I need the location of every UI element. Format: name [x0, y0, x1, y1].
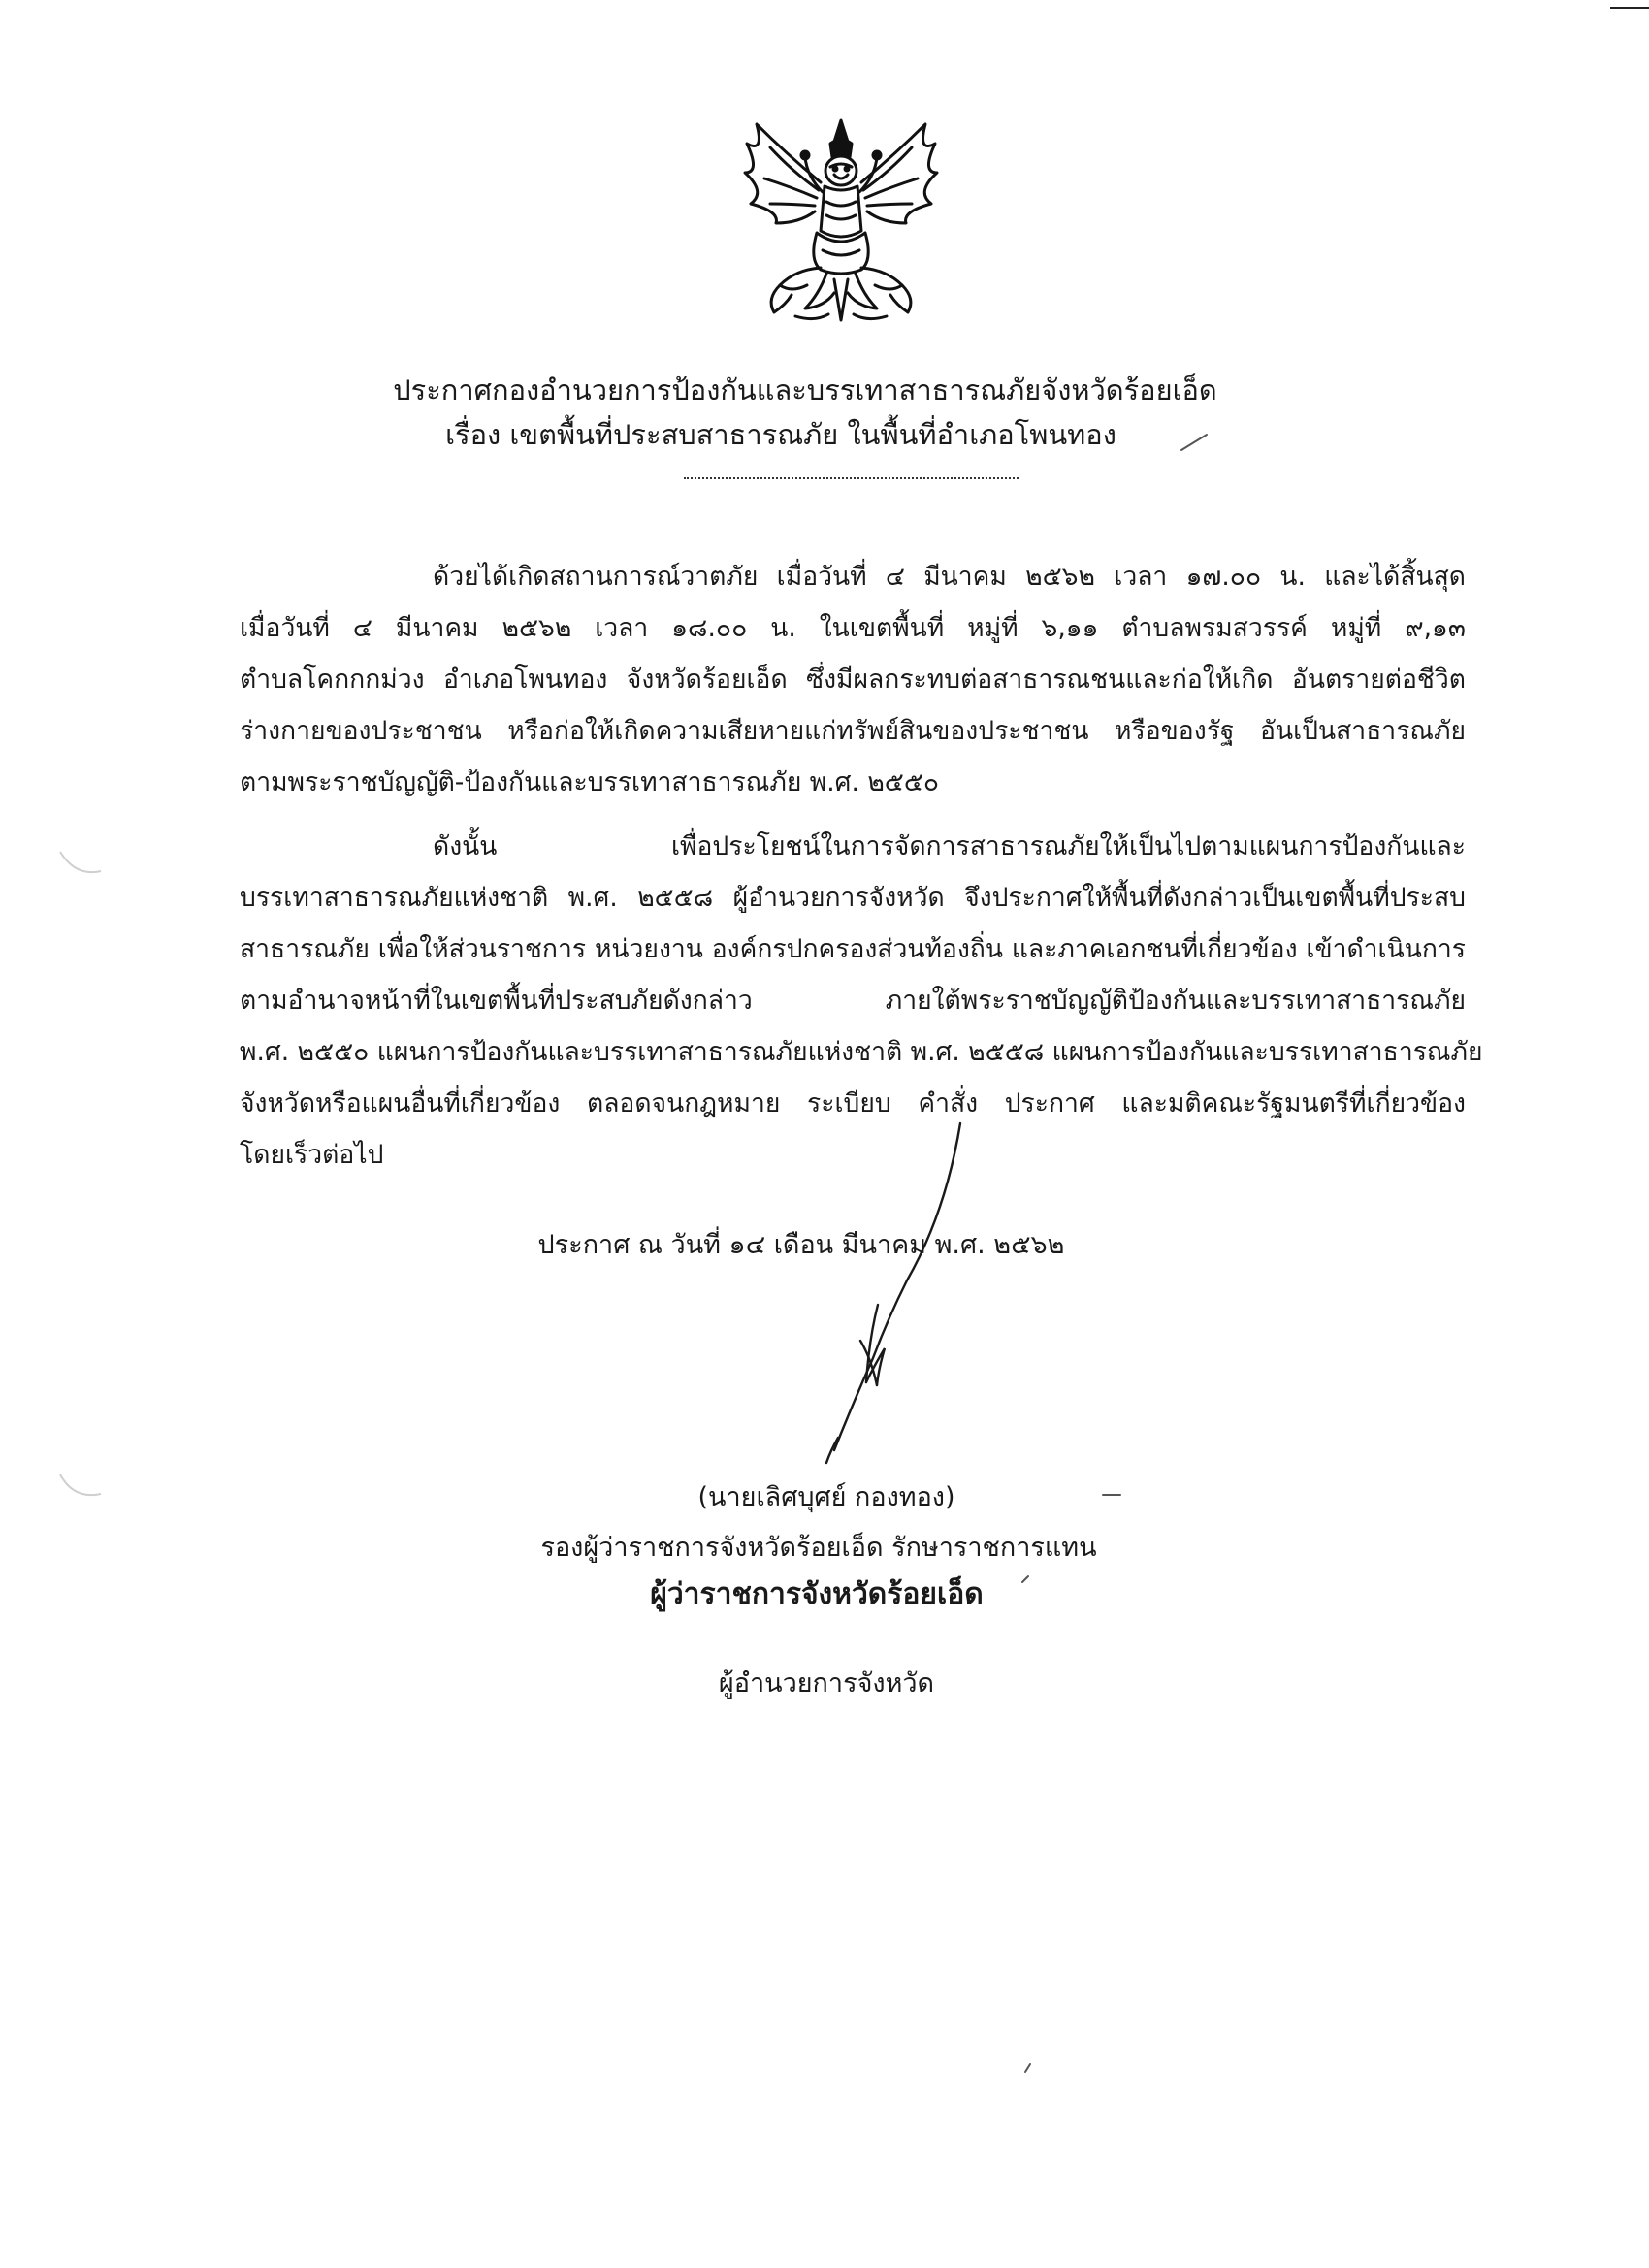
body-line: โดยเร็วต่อไป — [240, 1140, 384, 1170]
signatory-title: ผู้ว่าราชการจังหวัดร้อยเอ็ด — [650, 1577, 984, 1611]
signatory-role: ผู้อำนวยการจังหวัด — [718, 1669, 935, 1699]
body-line: บรรเทาสาธารณภัยแห่งชาติ พ.ศ. ๒๕๕๘ ผู้อำนวยการจังหวัด จึงประกาศให้พื้นที่ดังกล่าวเป็นเขตพื้นที่ประสบ — [240, 883, 1466, 913]
body-line: ตามอำนาจหน้าที่ในเขตพื้นที่ประสบภัยดังกล่าว ภายใต้พระราชบัญญัติป้องกันและบรรเทาสาธารณภัย — [240, 986, 1466, 1016]
garuda-emblem-icon — [737, 114, 946, 333]
signatory-name: (นายเลิศบุศย์ กองทอง) — [697, 1482, 955, 1512]
announcement-title: ประกาศกองอำนวยการป้องกันและบรรเทาสาธารณภัยจังหวัดร้อยเอ็ด — [393, 373, 1217, 406]
body-line: ด้วยได้เกิดสถานการณ์วาตภัย เมื่อวันที่ ๔ มีนาคม ๒๕๖๒ เวลา ๑๗.๐๐ น. และได้สิ้นสุด — [433, 562, 1466, 592]
body-line: พ.ศ. ๒๕๕๐ แผนการป้องกันและบรรเทาสาธารณภัยแห่งชาติ พ.ศ. ๒๕๕๘ แผนการป้องกันและบรรเทาสาธารณภัย — [240, 1037, 1483, 1067]
body-line: สาธารณภัย เพื่อให้ส่วนราชการ หน่วยงาน องค์กรปกครองส่วนท้องถิ่น และภาคเอกชนที่เกี่ยวข้อง เข้าดำเนินการ — [240, 934, 1466, 964]
body-line: ตามพระราชบัญญัติ-ป้องกันและบรรเทาสาธารณภัย พ.ศ. ๒๕๕๐ — [240, 767, 940, 797]
announcement-date: ประกาศ ณ วันที่ ๑๔ เดือน มีนาคม พ.ศ. ๒๕๖๒ — [537, 1230, 1065, 1260]
announcement-subject: เรื่อง เขตพื้นที่ประสบสาธารณภัย ในพื้นที่อำเภอโพนทอง — [445, 418, 1116, 451]
body-line: เมื่อวันที่ ๔ มีนาคม ๒๕๖๒ เวลา ๑๘.๐๐ น. ในเขตพื้นที่ หมู่ที่ ๖,๑๑ ตำบลพรมสวรรค์ หมู่ที่ ๙,๑๓ — [240, 613, 1466, 643]
divider-dots — [684, 477, 1018, 479]
body-line: ร่างกายของประชาชน หรือก่อให้เกิดความเสียหายแก่ทรัพย์สินของประชาชน หรือของรัฐ อันเป็นสาธารณภัย — [240, 716, 1466, 746]
signatory-position: รองผู้ว่าราชการจังหวัดร้อยเอ็ด รักษาราชการแทน — [540, 1533, 1097, 1563]
body-line: ดังนั้น เพื่อประโยชน์ในการจัดการสาธารณภัยให้เป็นไปตามแผนการป้องกันและ — [433, 831, 1466, 861]
body-line: จังหวัดหรือแผนอื่นที่เกี่ยวข้อง ตลอดจนกฎหมาย ระเบียบ คำสั่ง ประกาศ และมติคณะรัฐมนตรีที่เกี่ยวข้อง — [240, 1088, 1466, 1118]
body-line: ตำบลโคกกกม่วง อำเภอโพนทอง จังหวัดร้อยเอ็ด ซึ่งมีผลกระทบต่อสาธารณชนและก่อให้เกิด อันตรายต่อชีวิต — [240, 664, 1466, 695]
